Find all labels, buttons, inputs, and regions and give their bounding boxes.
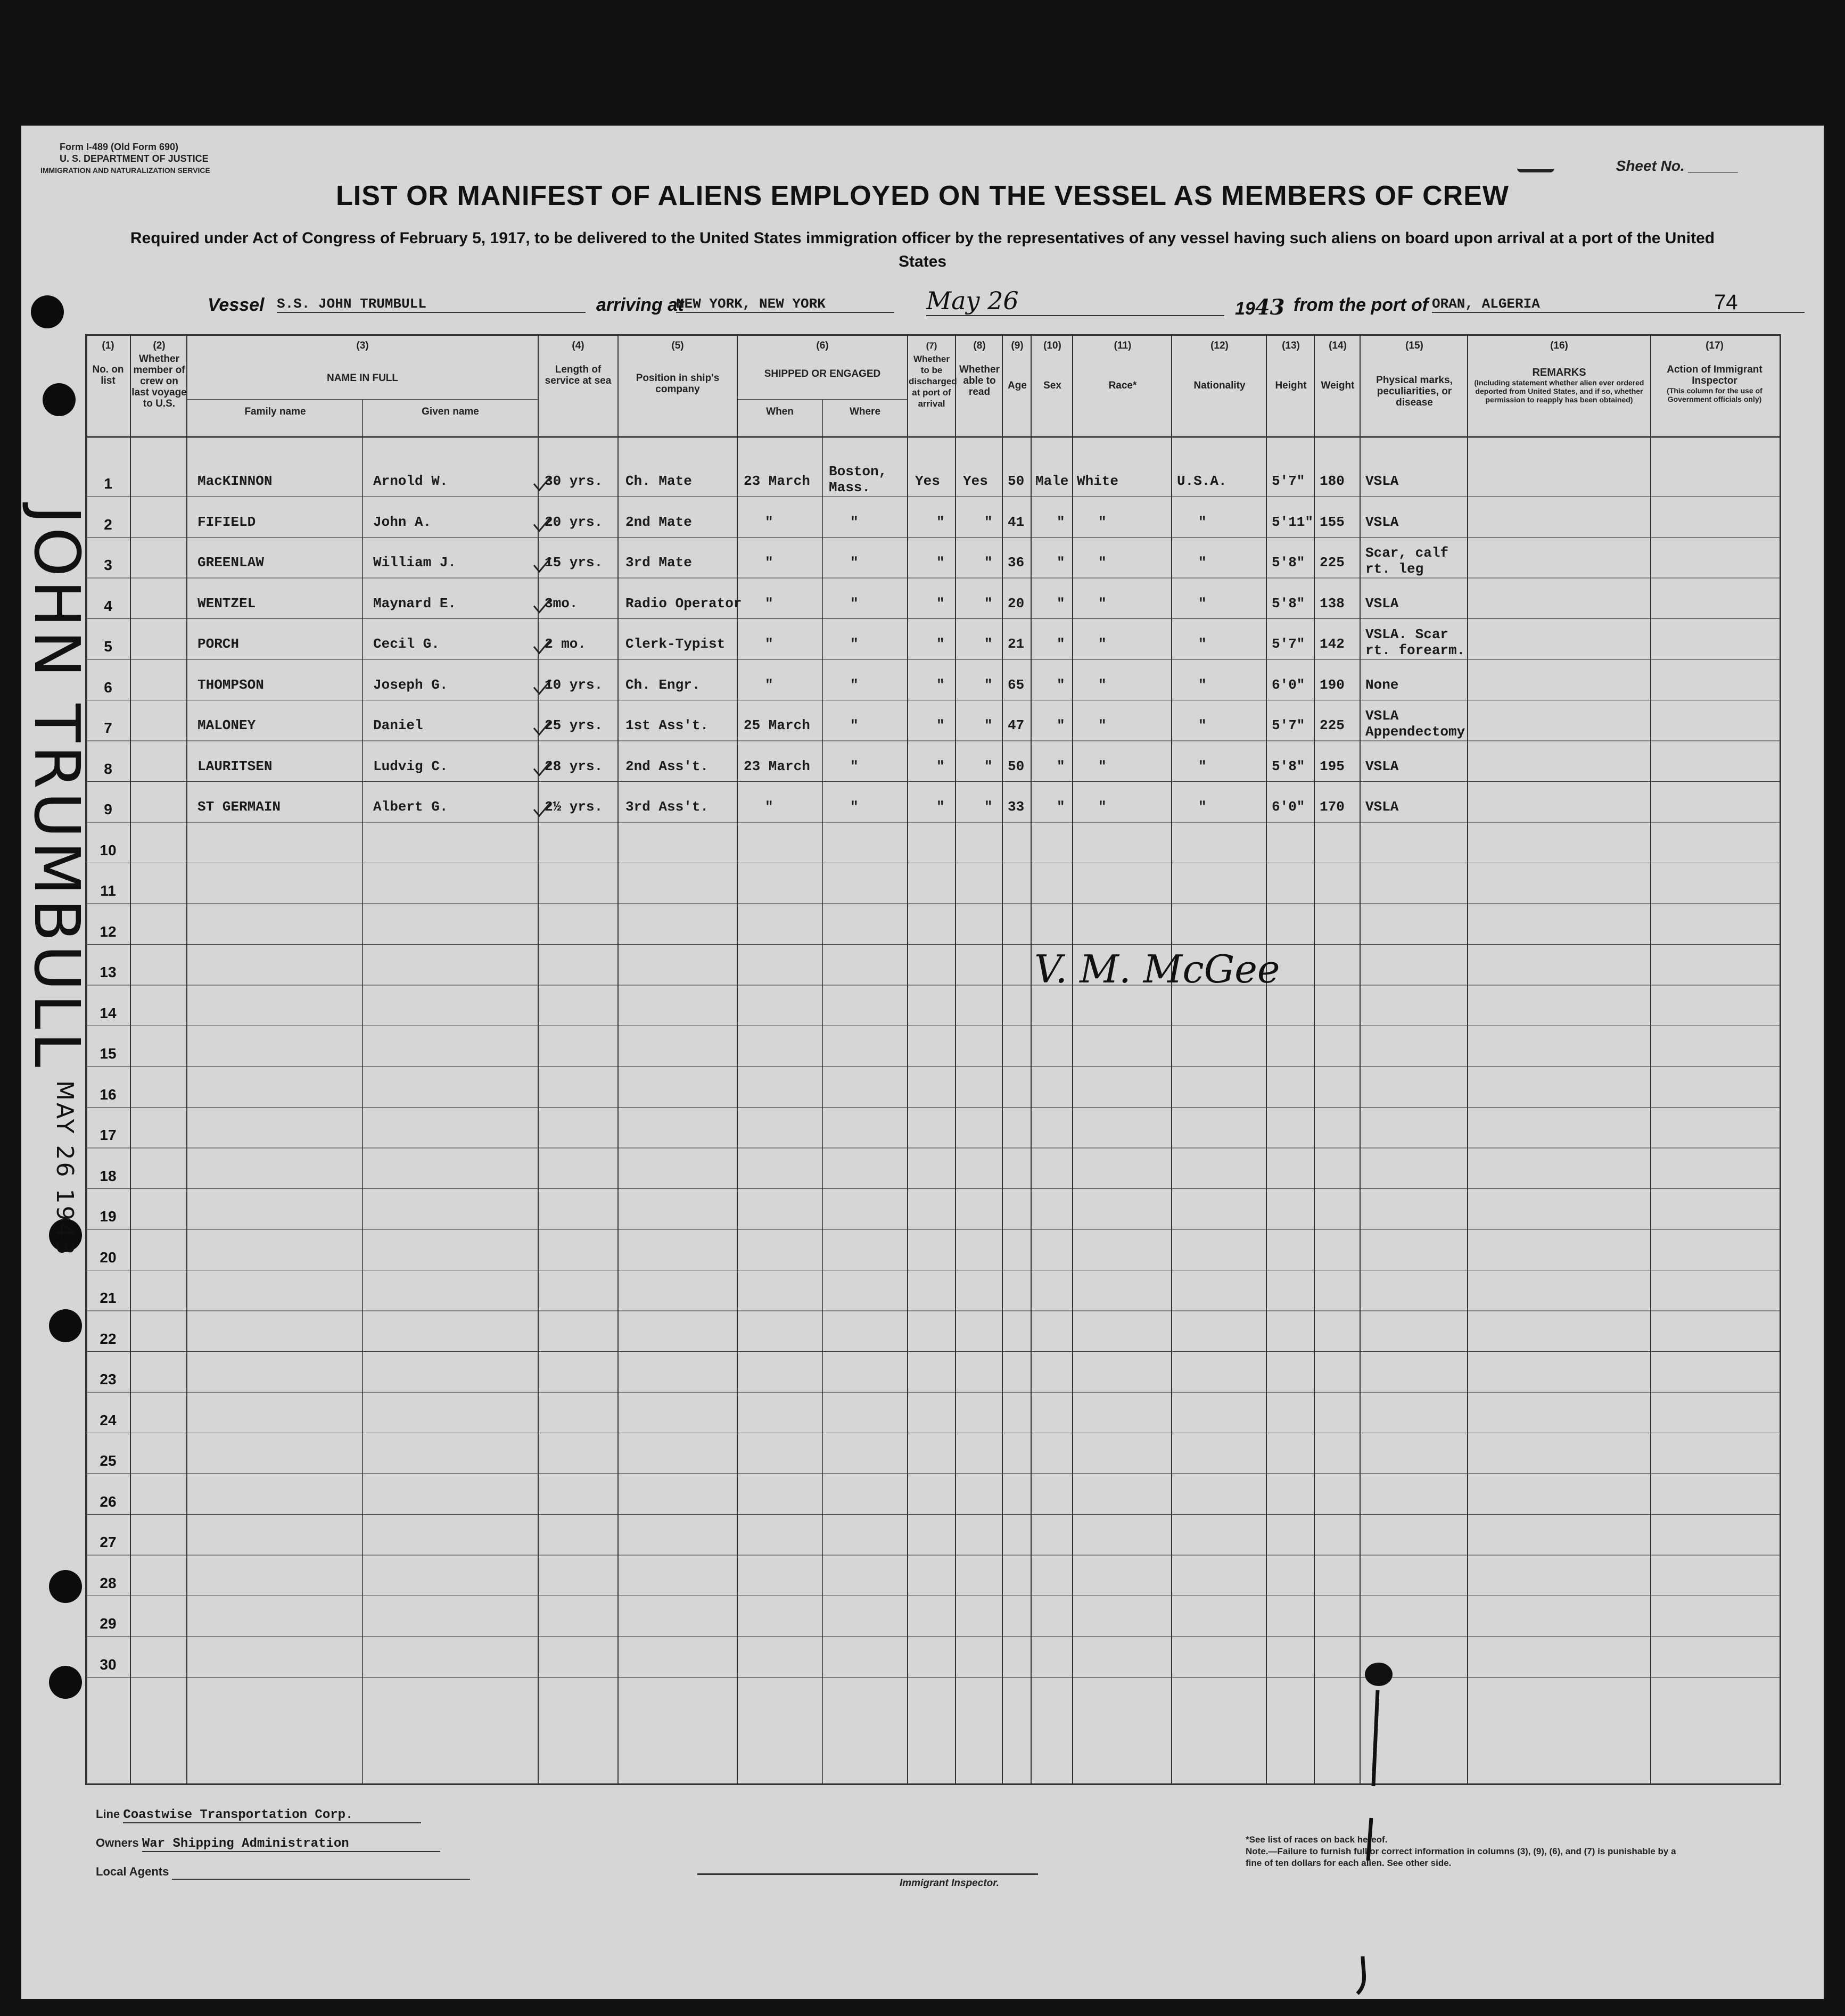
vessel-line — [208, 286, 1655, 321]
shipped-where: " — [850, 717, 859, 733]
family-name: WENTZEL — [197, 595, 256, 612]
footer-note-races: *See list of races on back hereof. — [1246, 1835, 1388, 1845]
position: Radio Operator — [625, 595, 742, 612]
col-header-name: NAME IN FULL — [326, 373, 399, 384]
ink-streak — [1347, 1658, 1411, 1999]
row-number: 5 — [104, 638, 112, 655]
nationality: U.S.A. — [1177, 473, 1227, 489]
punch-hole — [49, 1570, 82, 1603]
shipped-when: " — [765, 555, 773, 571]
col-header-where: Where — [849, 406, 881, 417]
physical-marks: None — [1365, 676, 1399, 693]
sex: " — [1057, 717, 1065, 733]
weight: 225 — [1320, 555, 1345, 571]
row-number: 25 — [100, 1452, 117, 1469]
able-to-read: Yes — [963, 473, 988, 489]
physical-marks: VSLA — [1365, 595, 1399, 612]
height: 5'8" — [1272, 555, 1305, 571]
able-to-read: " — [984, 758, 993, 774]
row-number: 13 — [100, 964, 117, 980]
footer-line-value: Coastwise Transportation Corp. — [123, 1808, 421, 1823]
shipped-where: Boston, Mass. — [829, 464, 887, 495]
row-number: 4 — [104, 597, 112, 614]
able-to-read: " — [984, 514, 993, 530]
col15-num: (15) — [1405, 340, 1423, 351]
physical-marks: VSLA. Scar rt. forearm. — [1365, 626, 1465, 658]
race: " — [1098, 636, 1107, 652]
physical-marks: VSLA — [1365, 473, 1399, 489]
shipped-when: " — [765, 636, 773, 652]
page-title: LIST OR MANIFEST OF ALIENS EMPLOYED ON THE VESSEL AS MEMBERS OF CREW — [336, 180, 1509, 211]
col9-num: (9) — [1011, 340, 1024, 351]
row-number: 14 — [100, 1004, 117, 1021]
col-header-when: When — [766, 406, 794, 417]
col-header-family-name: Family name — [244, 406, 306, 417]
service-length: 20 yrs. — [545, 514, 603, 530]
shipped-where: " — [850, 676, 859, 693]
page-number: 74 — [1714, 291, 1738, 314]
col-header-position: Position in ship's company — [636, 373, 720, 395]
family-name: GREENLAW — [197, 555, 264, 571]
age: 65 — [1008, 676, 1025, 693]
footer-owners-value: War Shipping Administration — [142, 1837, 440, 1852]
age: 20 — [1008, 595, 1025, 612]
shipped-when: 23 March — [744, 758, 810, 774]
col14-num: (14) — [1329, 340, 1347, 351]
from-label: from the port of — [1294, 295, 1429, 315]
col1-num: (1) — [102, 340, 114, 351]
punch-hole — [31, 295, 64, 328]
footer-agents: Local Agents — [96, 1865, 470, 1880]
position: Ch. Mate — [625, 473, 692, 489]
inspector-signature: V. M. McGee — [1034, 947, 1280, 992]
shipped-where: " — [850, 555, 859, 571]
sex: " — [1057, 636, 1065, 652]
col-header-remarks: REMARKS — [1532, 367, 1586, 378]
shipped-where: " — [850, 636, 859, 652]
position: 1st Ass't. — [625, 717, 709, 733]
sex: Male — [1035, 473, 1069, 489]
able-to-read: " — [984, 717, 993, 733]
table-grid — [87, 336, 1780, 1783]
discharged: " — [936, 595, 945, 612]
height: 5'7" — [1272, 473, 1305, 489]
col-header-last-voyage: Whether member of crew on last voyage to U.S. — [131, 353, 187, 409]
service-length: 2 mo. — [545, 636, 587, 652]
height: 5'11" — [1272, 514, 1314, 530]
physical-marks: VSLA — [1365, 758, 1399, 774]
col-header-remarks-note: (Including statement whether alien ever ordered deported from United States, and if so, whether permission to reapply has been obtained) — [1474, 378, 1644, 404]
row-number: 23 — [100, 1371, 117, 1387]
row-number: 26 — [100, 1493, 117, 1510]
from-port: ORAN, ALGERIA — [1432, 296, 1805, 313]
row-number: 9 — [104, 801, 112, 817]
sex: " — [1057, 799, 1065, 815]
row-number: 8 — [104, 760, 112, 777]
given-name: Albert G. — [373, 799, 448, 815]
crew-table — [85, 334, 1781, 1785]
col-header-race: Race* — [1108, 380, 1137, 391]
row-number: 2 — [104, 516, 112, 533]
col11-num: (11) — [1114, 340, 1132, 351]
nationality: " — [1198, 636, 1207, 652]
col-header-weight: Weight — [1321, 380, 1355, 391]
age: 41 — [1008, 514, 1025, 530]
sex: " — [1057, 595, 1065, 612]
footer-note-text: Note.—Failure to furnish full or correct information in columns (3), (9), (6), and (7) is punishable by a fine of ten dollars for each alien. See other side. — [1246, 1846, 1676, 1868]
nationality: " — [1198, 595, 1207, 612]
col7-num: (7) — [926, 341, 937, 351]
manifest-sheet — [21, 126, 1824, 1999]
col4-num: (4) — [572, 340, 584, 351]
punch-hole — [43, 383, 76, 416]
col3-num: (3) — [356, 340, 369, 351]
family-name: ST GERMAIN — [197, 799, 281, 815]
year-prefix: 19 — [1235, 299, 1255, 319]
weight: 195 — [1320, 758, 1345, 774]
service-length: 10 yrs. — [545, 676, 603, 693]
weight: 225 — [1320, 717, 1345, 733]
arrival-year: 43 — [1255, 295, 1285, 320]
row-number: 12 — [100, 923, 117, 940]
age: 21 — [1008, 636, 1025, 652]
race: " — [1098, 717, 1107, 733]
service-length: 2½ yrs. — [545, 799, 603, 815]
col17-num: (17) — [1706, 340, 1724, 351]
weight: 190 — [1320, 676, 1345, 693]
col-header-marks: Physical marks, peculiarities, or disease — [1376, 375, 1453, 408]
discharged: " — [936, 758, 945, 774]
col-header-height: Height — [1275, 380, 1307, 391]
col-header-discharged: Whether to be discharged at port of arrival — [909, 354, 957, 409]
position: 2nd Ass't. — [625, 758, 709, 774]
discharged: Yes — [915, 473, 940, 489]
service-length: 25 yrs. — [545, 717, 603, 733]
position: 3rd Mate — [625, 555, 692, 571]
inspector-line — [697, 1873, 1038, 1875]
footer-owners: Owners War Shipping Administration — [96, 1836, 440, 1852]
able-to-read: " — [984, 595, 993, 612]
family-name: THOMPSON — [197, 676, 264, 693]
vessel-name: S.S. JOHN TRUMBULL — [277, 296, 586, 313]
family-name: LAURITSEN — [197, 758, 273, 774]
staple-mark — [1517, 162, 1554, 172]
age: 50 — [1008, 758, 1025, 774]
nationality: " — [1198, 555, 1207, 571]
weight: 170 — [1320, 799, 1345, 815]
shipped-where: " — [850, 514, 859, 530]
given-name: Ludvig C. — [373, 758, 448, 774]
page-subtitle: Required under Act of Congress of February 5, 1917, to be delivered to the United States immigration officer by the representatives of any vessel having such aliens on board upon arrival at a port of the United States — [130, 229, 1715, 270]
col-header-action: Action of Immigrant Inspector — [1667, 364, 1762, 386]
service-length: 28 yrs. — [545, 758, 603, 774]
discharged: " — [936, 636, 945, 652]
discharged: " — [936, 799, 945, 815]
service-length: 3mo. — [545, 595, 578, 612]
discharged: " — [936, 676, 945, 693]
able-to-read: " — [984, 555, 993, 571]
service-length: 30 yrs. — [545, 473, 603, 489]
race: " — [1098, 758, 1107, 774]
physical-marks: VSLA — [1365, 799, 1399, 815]
service: IMMIGRATION AND NATURALIZATION SERVICE — [40, 166, 210, 175]
race: " — [1098, 555, 1107, 571]
weight: 155 — [1320, 514, 1345, 530]
col-header-nationality: Nationality — [1193, 380, 1246, 391]
row-number: 17 — [100, 1127, 117, 1143]
discharged: " — [936, 717, 945, 733]
row-number: 11 — [100, 882, 116, 899]
row-number: 19 — [100, 1208, 117, 1225]
footer-line: Line Coastwise Transportation Corp. — [96, 1807, 421, 1823]
department: U. S. DEPARTMENT OF JUSTICE — [60, 153, 209, 164]
family-name: MALONEY — [197, 717, 256, 733]
physical-marks: VSLA Appendectomy — [1365, 708, 1465, 740]
col16-num: (16) — [1550, 340, 1568, 351]
able-to-read: " — [984, 676, 993, 693]
sex: " — [1057, 514, 1065, 530]
shipped-where: " — [850, 595, 859, 612]
weight: 138 — [1320, 595, 1345, 612]
col-header-no: No. on list — [92, 364, 124, 386]
height: 6'0" — [1272, 676, 1305, 693]
arrival-date: May 26 — [926, 286, 1224, 316]
shipped-where: " — [850, 758, 859, 774]
height: 5'8" — [1272, 595, 1305, 612]
height: 5'8" — [1272, 758, 1305, 774]
shipped-when: " — [765, 676, 773, 693]
col13-num: (13) — [1282, 340, 1300, 351]
col8-num: (8) — [973, 340, 986, 351]
age: 36 — [1008, 555, 1025, 571]
service-length: 15 yrs. — [545, 555, 603, 571]
physical-marks: VSLA — [1365, 514, 1399, 530]
shipped-when: 23 March — [744, 473, 810, 489]
shipped-when: " — [765, 799, 773, 815]
family-name: MacKINNON — [197, 473, 273, 489]
row-number: 24 — [100, 1411, 117, 1428]
row-number: 3 — [104, 557, 112, 573]
height: 5'7" — [1272, 717, 1305, 733]
shipped-when: 25 March — [744, 717, 810, 733]
family-name: PORCH — [197, 636, 240, 652]
row-number: 28 — [100, 1574, 117, 1591]
punch-hole — [49, 1666, 82, 1699]
col-header-service: Length of service at sea — [545, 364, 612, 386]
given-name: Maynard E. — [373, 595, 457, 612]
col-header-action-note: (This column for the use of Government officials only) — [1667, 386, 1762, 403]
footer-note — [1246, 1834, 1693, 1869]
row-number: 1 — [104, 475, 112, 492]
form-id: Form I-489 (Old Form 690) — [60, 142, 179, 152]
shipped-when: " — [765, 514, 773, 530]
col-header-shipped: SHIPPED OR ENGAGED — [764, 368, 881, 379]
row-number: 15 — [100, 1045, 117, 1062]
weight: 180 — [1320, 473, 1345, 489]
discharged: " — [936, 555, 945, 571]
given-name: Cecil G. — [373, 636, 440, 652]
col-header-age: Age — [1008, 380, 1027, 391]
position: Clerk-Typist — [625, 636, 726, 652]
col-header-sex: Sex — [1043, 380, 1061, 391]
punch-hole — [49, 1309, 82, 1342]
col2-num: (2) — [153, 340, 166, 351]
race: " — [1098, 799, 1107, 815]
inspector-label: Immigrant Inspector. — [900, 1878, 999, 1889]
able-to-read: " — [984, 636, 993, 652]
row-number: 21 — [100, 1290, 117, 1306]
sex: " — [1057, 555, 1065, 571]
age: 50 — [1008, 473, 1025, 489]
age: 47 — [1008, 717, 1025, 733]
able-to-read: " — [984, 799, 993, 815]
given-name: Arnold W. — [373, 473, 448, 489]
arriving-port: NEW YORK, NEW YORK — [676, 296, 894, 313]
row-number: 6 — [104, 679, 112, 696]
col10-num: (10) — [1043, 340, 1061, 351]
nationality: " — [1198, 758, 1207, 774]
row-number: 29 — [100, 1615, 117, 1632]
position: 2nd Mate — [625, 514, 692, 530]
col5-num: (5) — [671, 340, 684, 351]
shipped-where: " — [850, 799, 859, 815]
nationality: " — [1198, 717, 1207, 733]
nationality: " — [1198, 514, 1207, 530]
given-name: Daniel — [373, 717, 423, 733]
row-number: 30 — [100, 1656, 117, 1673]
race: White — [1077, 473, 1119, 489]
race: " — [1098, 595, 1107, 612]
sex: " — [1057, 676, 1065, 693]
sex: " — [1057, 758, 1065, 774]
shipped-when: " — [765, 595, 773, 612]
row-number: 16 — [100, 1086, 117, 1103]
nationality: " — [1198, 799, 1207, 815]
row-number: 7 — [104, 720, 112, 736]
position: Ch. Engr. — [625, 676, 701, 693]
col6-num: (6) — [816, 340, 829, 351]
race: " — [1098, 514, 1107, 530]
race: " — [1098, 676, 1107, 693]
col-header-read: Whether able to read — [959, 364, 1000, 398]
col-header-given-name: Given name — [422, 406, 479, 417]
given-name: John A. — [373, 514, 432, 530]
given-name: Joseph G. — [373, 676, 448, 693]
position: 3rd Ass't. — [625, 799, 709, 815]
vessel-label: Vessel — [208, 295, 265, 315]
height: 5'7" — [1272, 636, 1305, 652]
row-number: 27 — [100, 1534, 117, 1550]
discharged: " — [936, 514, 945, 530]
row-number: 10 — [100, 841, 117, 858]
row-number: 20 — [100, 1249, 117, 1266]
col12-num: (12) — [1210, 340, 1229, 351]
physical-marks: Scar, calf rt. leg — [1365, 545, 1449, 577]
given-name: William J. — [373, 555, 457, 571]
row-number: 18 — [100, 1167, 117, 1184]
age: 33 — [1008, 799, 1025, 815]
date-stamp: MAY 26 1943 — [51, 1080, 78, 1257]
family-name: FIFIELD — [197, 514, 256, 530]
sheet-number-label: Sheet No. ______ — [1616, 158, 1739, 174]
ship-name-stamp: JOHN TRUMBULL — [20, 506, 94, 1071]
row-number: 22 — [100, 1330, 117, 1347]
nationality: " — [1198, 676, 1207, 693]
arriving-label: arriving at — [596, 295, 684, 315]
height: 6'0" — [1272, 799, 1305, 815]
weight: 142 — [1320, 636, 1345, 652]
